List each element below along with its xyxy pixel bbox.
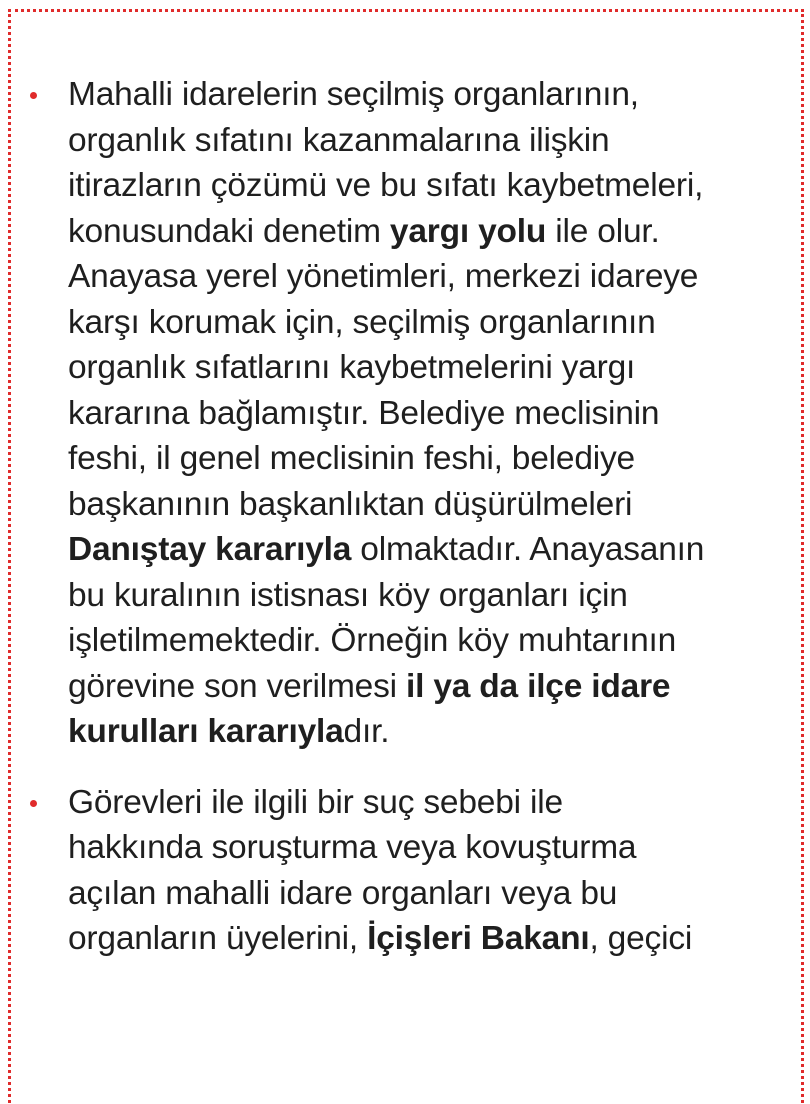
- text-run: işletilmemektedir. Örneğin köy muhtarının: [68, 622, 677, 659]
- text-line: [68, 436, 796, 482]
- text-run: Anayasa yerel yönetimleri, merkezi idareye: [68, 258, 699, 295]
- text-line: [68, 709, 796, 755]
- text-line: [68, 573, 796, 619]
- bold-text: İçişleri Bakanı: [367, 920, 590, 957]
- text-line: [68, 780, 796, 826]
- bold-text: yargı yolu: [389, 212, 547, 250]
- bold-text: kurulları kararıyla: [68, 713, 344, 750]
- text-run: organların üyelerini,: [68, 920, 368, 957]
- bullet-dot-icon: [30, 800, 37, 807]
- text-line: [68, 254, 796, 300]
- text-line: [68, 664, 796, 710]
- text-line: [68, 118, 796, 164]
- text-line: [68, 871, 796, 917]
- bullet-item-2: [26, 780, 796, 962]
- text-line: [68, 916, 796, 962]
- text-line: [68, 209, 796, 255]
- text-line: [68, 72, 796, 118]
- bullet-list: [26, 72, 796, 962]
- text-run: karşı korumak için, seçilmiş organlarının: [68, 303, 656, 341]
- dotted-border-top: [8, 9, 804, 12]
- text-run: ile olur.: [546, 212, 660, 250]
- text-line: [68, 527, 796, 573]
- text-line: [68, 163, 796, 209]
- text-line: [68, 345, 796, 391]
- bullet-item-1: [26, 72, 796, 755]
- text-run: kararına bağlamıştır. Belediye meclisinin: [68, 394, 660, 432]
- text-line: [68, 300, 796, 346]
- bullet-dot-icon: [30, 92, 37, 99]
- text-run: organlık sıfatını kazanmalarına ilişkin: [68, 121, 610, 159]
- text-run: Görevleri ile ilgili bir suç sebebi ile: [68, 783, 563, 821]
- text-run: bu kuralının istisnası köy organları için: [68, 576, 628, 614]
- dotted-border-right: [801, 9, 804, 1104]
- text-run: açılan mahalli idare organları veya bu: [68, 874, 618, 912]
- text-run: Mahalli idarelerin seçilmiş organlarının,: [68, 76, 639, 113]
- text-run: başkanının başkanlıktan düşürülmeleri: [68, 485, 633, 523]
- text-run: hakkında soruşturma veya kovuşturma: [68, 829, 637, 866]
- text-run: konusundaki denetim: [68, 212, 390, 250]
- bullet-text: [68, 780, 796, 962]
- bullet-text: [68, 72, 796, 755]
- text-line: [68, 825, 796, 871]
- text-line: [68, 482, 796, 528]
- bold-text: il ya da ilçe idare: [406, 667, 671, 705]
- text-line: [68, 618, 796, 664]
- text-run: görevine son verilmesi: [68, 667, 406, 705]
- text-run: olmaktadır. Anayasanın: [351, 531, 705, 568]
- text-run: , geçici: [589, 920, 693, 957]
- text-run: feshi, il genel meclisinin feshi, belediye: [68, 440, 635, 477]
- bold-text: Danıştay kararıyla: [68, 531, 352, 568]
- text-run: organlık sıfatlarını kaybetmelerini yargı: [68, 349, 636, 386]
- text-run: itirazların çözümü ve bu sıfatı kaybetmeleri,: [68, 167, 704, 204]
- dotted-border-left: [8, 9, 11, 1104]
- text-line: [68, 391, 796, 437]
- text-run: dır.: [343, 713, 390, 750]
